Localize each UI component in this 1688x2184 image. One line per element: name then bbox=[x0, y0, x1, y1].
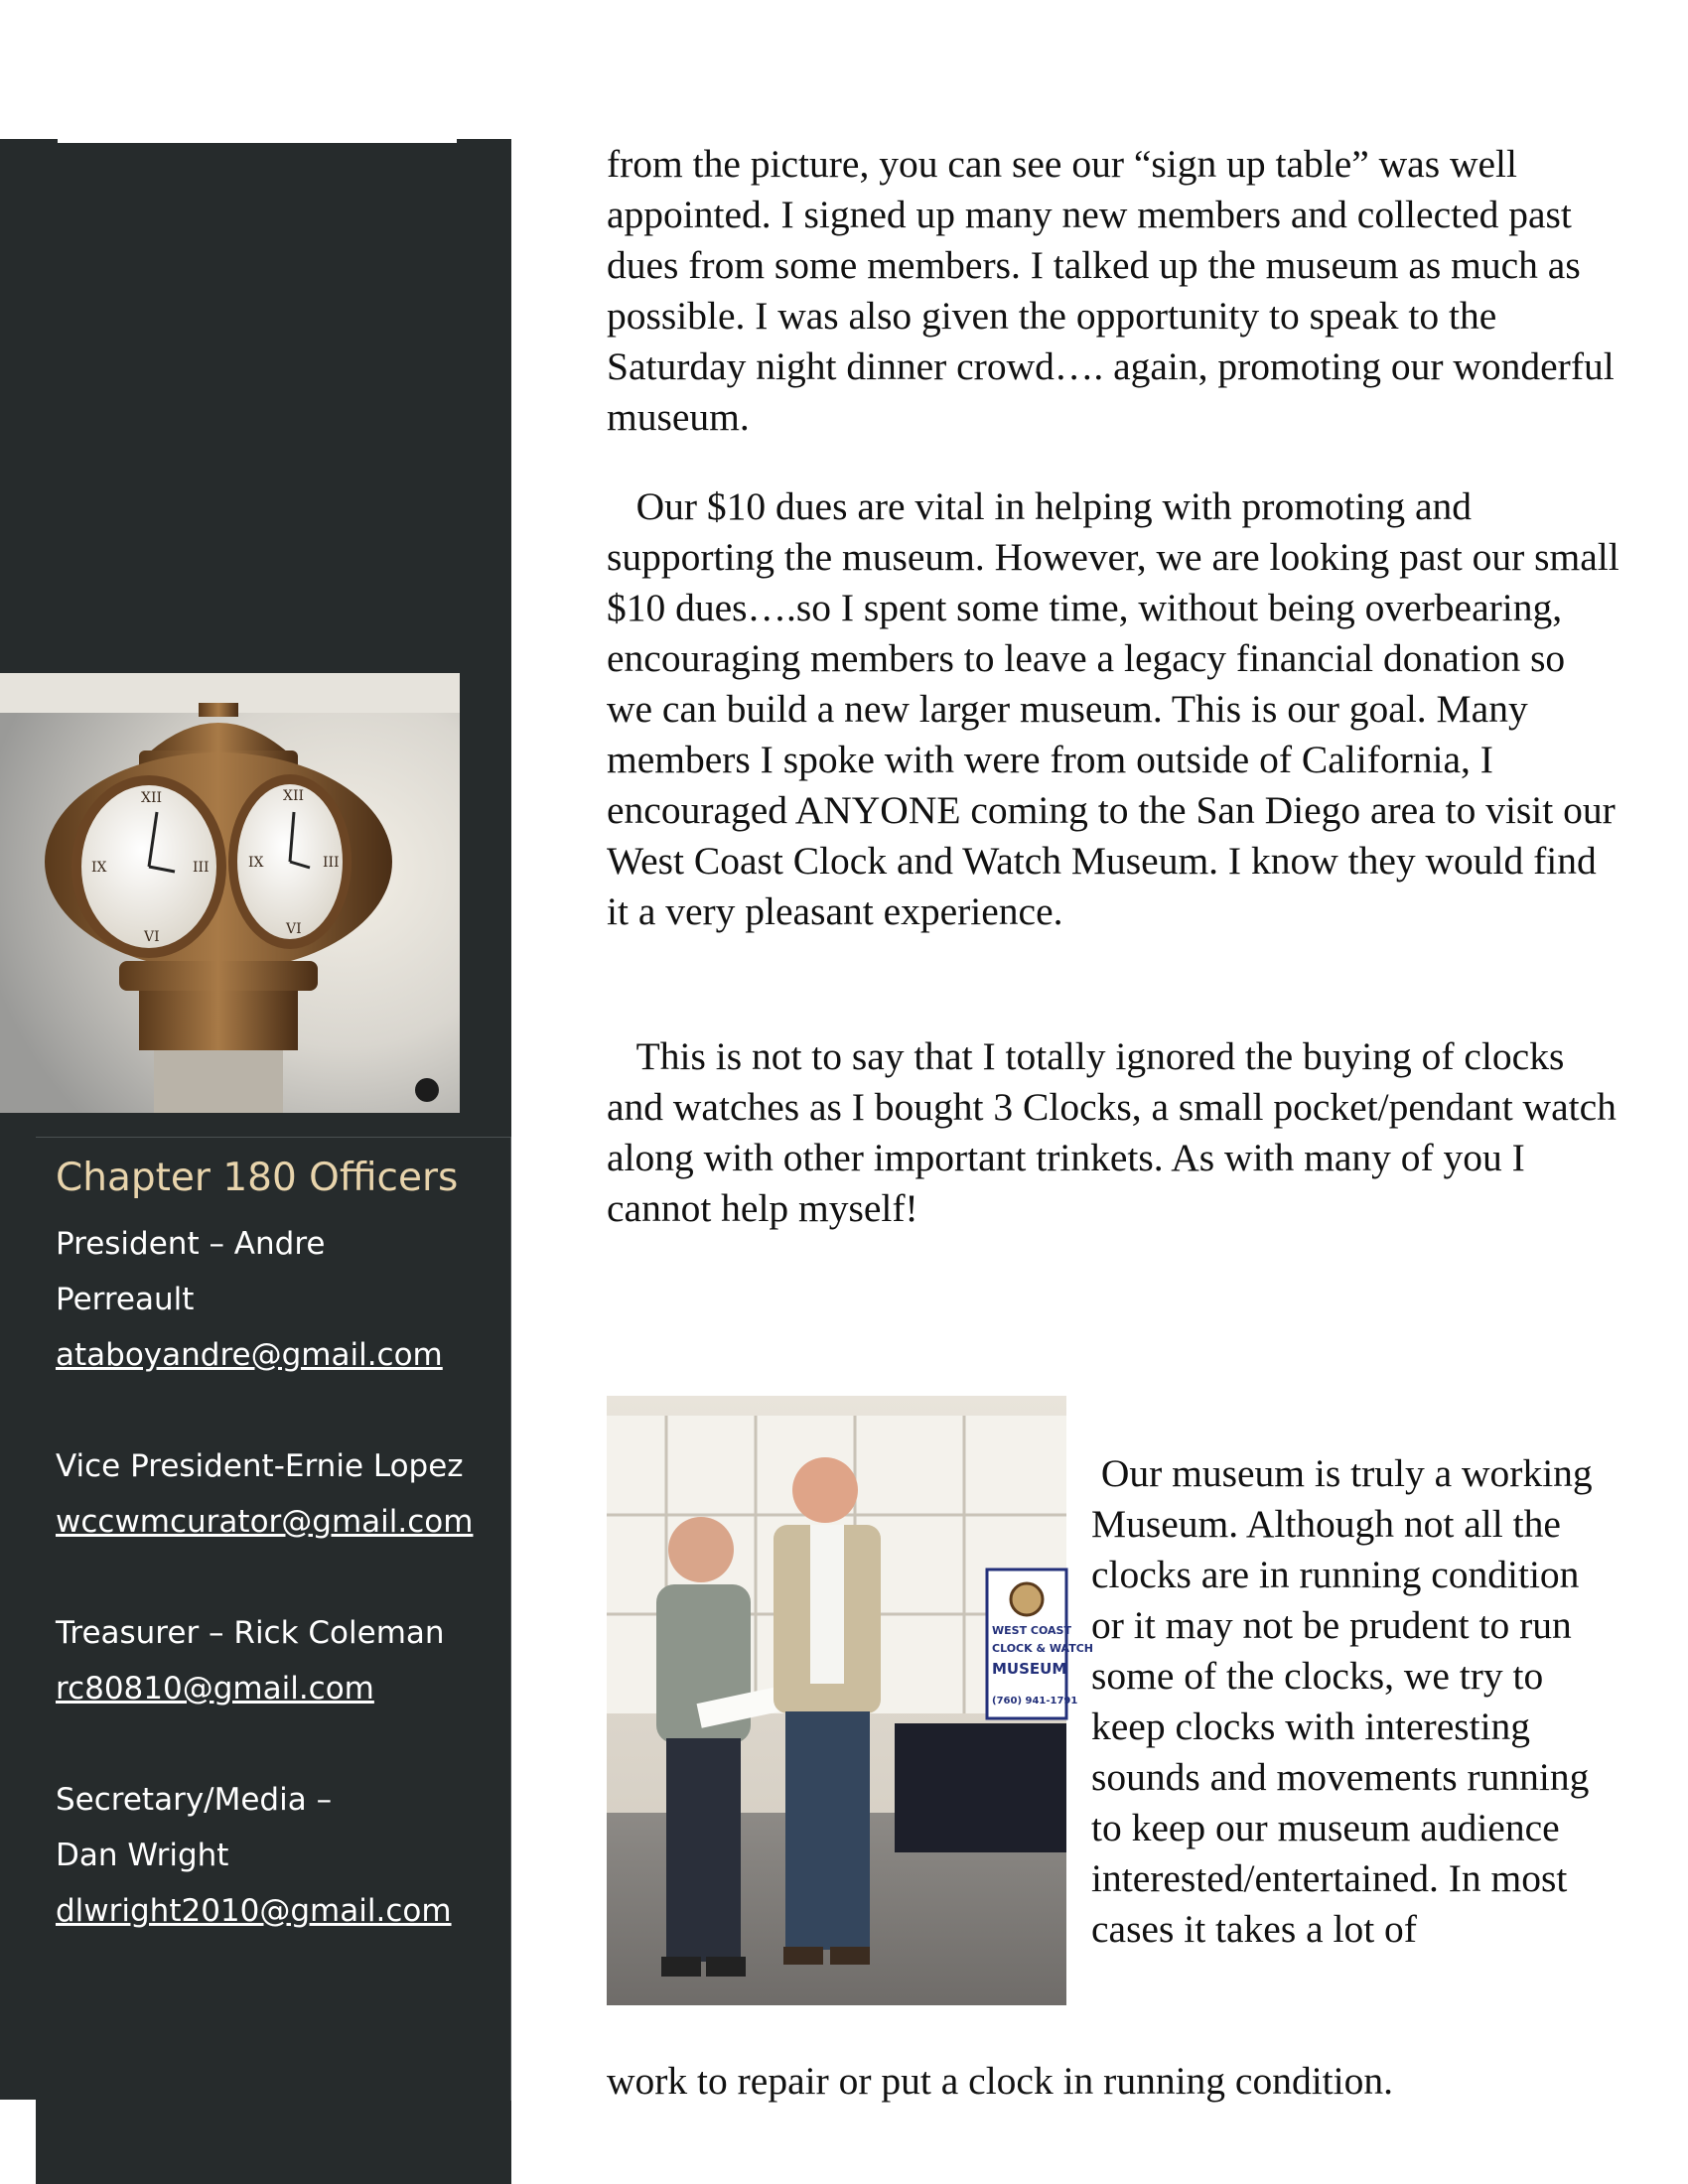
svg-text:XII: XII bbox=[141, 790, 163, 806]
president-title: President – Andre bbox=[56, 1226, 326, 1262]
svg-text:IX: IX bbox=[248, 855, 264, 871]
article-paragraph-1: from the picture, you can see our “sign up table” was well appointed. I signed up many new members and collected past dues from some members. I talked up the museum as much as possible. I was also given the opportunity to speak to the Saturday night dinner crowd…. again, promoting our wonderful museum. bbox=[607, 142, 1615, 439]
vice-president-title: Vice President-Ernie Lopez bbox=[56, 1448, 464, 1484]
sign-up-table-photo bbox=[607, 1396, 1093, 2005]
treasurer-email-link[interactable]: rc80810@gmail.com bbox=[56, 1671, 374, 1706]
banner-line-2: CLOCK & WATCH bbox=[992, 1642, 1093, 1655]
sidebar-top-tab bbox=[58, 135, 457, 143]
museum-side-paragraph-end: work to repair or put a clock in running condition. bbox=[607, 2059, 1394, 2103]
svg-text:III: III bbox=[193, 860, 210, 876]
banner-line-3: MUSEUM bbox=[992, 1660, 1067, 1678]
svg-text:III: III bbox=[323, 855, 340, 871]
banner-phone: (760) 941-1791 bbox=[992, 1696, 1078, 1706]
officers-panel bbox=[36, 1137, 511, 2101]
clock-photo bbox=[0, 673, 460, 1113]
secretary-title: Secretary/Media – bbox=[56, 1782, 333, 1818]
secretary-email-link[interactable]: dlwright2010@gmail.com bbox=[56, 1893, 452, 1929]
museum-side-paragraph: Our museum is truly a working Museum. Although not all the clocks are in running condition or it may not be prudent to run some of the clocks, we try to keep clocks with interesting sounds and movements running to keep our museum audience interested/entertained. In most cases it takes a lot of bbox=[1091, 1451, 1593, 1951]
svg-text:IX: IX bbox=[91, 860, 107, 876]
article-paragraph-2: Our $10 dues are vital in helping with promoting and supporting the museum. However, we are looking past our small $10 dues….so I spent some time, without being overbearing, encouraging members to leave a legacy financial donation so we can build a new larger museum. This is our goal. Many members I spoke with were from outside of California, I encouraged ANYONE coming to the San Diego area to visit our West Coast Clock and Watch Museum. I know they would find it a very pleasant experience. bbox=[607, 484, 1619, 933]
svg-text:VI: VI bbox=[144, 929, 160, 945]
banner-line-1: WEST COAST bbox=[992, 1624, 1071, 1637]
president-name: Perreault bbox=[56, 1282, 195, 1317]
svg-text:XII: XII bbox=[283, 788, 305, 804]
svg-text:VI: VI bbox=[286, 921, 302, 937]
secretary-name: Dan Wright bbox=[56, 1838, 229, 1873]
treasurer-title: Treasurer – Rick Coleman bbox=[56, 1615, 445, 1651]
officers-title: Chapter 180 Officers bbox=[56, 1156, 459, 1200]
president-email-link[interactable]: ataboyandre@gmail.com bbox=[56, 1337, 443, 1373]
article-paragraph-3: This is not to say that I totally ignored the buying of clocks and watches as I bought 3 Clocks, a small pocket/pendant watch along with other important trinkets. As with many of you I cannot help myself! bbox=[607, 1034, 1617, 1230]
sidebar-bottom-strip bbox=[36, 2095, 511, 2184]
vice-president-email-link[interactable]: wccwmcurator@gmail.com bbox=[56, 1504, 474, 1540]
